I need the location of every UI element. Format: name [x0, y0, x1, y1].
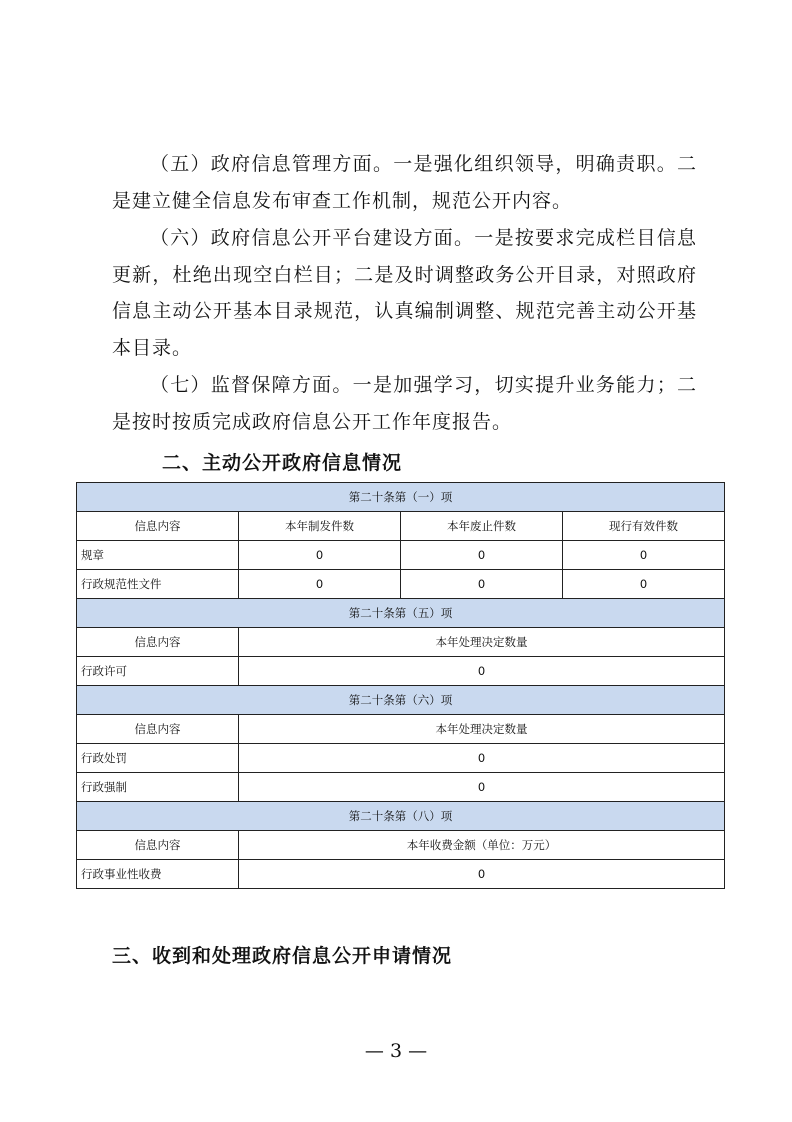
section-2-heading: 二、主动公开政府信息情况 — [162, 452, 403, 474]
row-label: 行政处罚 — [77, 744, 239, 773]
section-row — [77, 686, 725, 715]
paragraph-5: （五）政府信息管理方面。一是强化组织领导，明确责职。二是建立健全信息发布审查工作机制，规范公开内容。 — [112, 153, 697, 212]
cell-value: 0 — [563, 541, 725, 570]
cell-value: 0 — [401, 570, 563, 599]
cell-value: 0 — [239, 570, 401, 599]
section-3-heading: 三、收到和处理政府信息公开申请情况 — [112, 945, 453, 967]
cell-value: 0 — [239, 860, 725, 889]
table-row — [77, 773, 725, 802]
cell-value: 0 — [239, 541, 401, 570]
section-title: 第二十条第（一）项 — [77, 483, 725, 512]
cell-value: 0 — [239, 657, 725, 686]
header-cell: 信息内容 — [77, 512, 239, 541]
row-label: 规章 — [77, 541, 239, 570]
header-cell: 本年处理决定数量 — [239, 628, 725, 657]
header-row — [77, 715, 725, 744]
cell-value: 0 — [239, 744, 725, 773]
row-label: 行政事业性收费 — [77, 860, 239, 889]
table-row — [77, 744, 725, 773]
row-label: 行政许可 — [77, 657, 239, 686]
section-title: 第二十条第（六）项 — [77, 686, 725, 715]
section-row — [77, 802, 725, 831]
cell-value: 0 — [239, 773, 725, 802]
header-cell: 本年收费金额（单位：万元） — [239, 831, 725, 860]
table-row — [77, 860, 725, 889]
header-row — [77, 831, 725, 860]
header-row — [77, 628, 725, 657]
row-label: 行政强制 — [77, 773, 239, 802]
proactive-disclosure-table — [76, 482, 725, 889]
header-cell: 本年处理决定数量 — [239, 715, 725, 744]
cell-value: 0 — [563, 570, 725, 599]
header-cell: 本年制发件数 — [239, 512, 401, 541]
section-title: 第二十条第（八）项 — [77, 802, 725, 831]
section-row — [77, 599, 725, 628]
paragraph-6: （六）政府信息公开平台建设方面。一是按要求完成栏目信息更新，杜绝出现空白栏目；二是及时调整政务公开目录，对照政府信息主动公开基本目录规范，认真编制调整、规范完善主动公开基本目录。 — [112, 227, 697, 359]
table-row — [77, 541, 725, 570]
section-title: 第二十条第（五）项 — [77, 599, 725, 628]
table-row — [77, 657, 725, 686]
paragraph-7: （七）监督保障方面。一是加强学习，切实提升业务能力；二是按时按质完成政府信息公开工作年度报告。 — [112, 374, 697, 433]
section-row — [77, 483, 725, 512]
header-cell: 信息内容 — [77, 715, 239, 744]
header-row — [77, 512, 725, 541]
header-cell: 信息内容 — [77, 831, 239, 860]
cell-value: 0 — [401, 541, 563, 570]
header-cell: 本年废止件数 — [401, 512, 563, 541]
header-cell: 现行有效件数 — [563, 512, 725, 541]
table-row — [77, 570, 725, 599]
header-cell: 信息内容 — [77, 628, 239, 657]
page-number: — 3 — — [364, 1040, 428, 1062]
row-label: 行政规范性文件 — [77, 570, 239, 599]
